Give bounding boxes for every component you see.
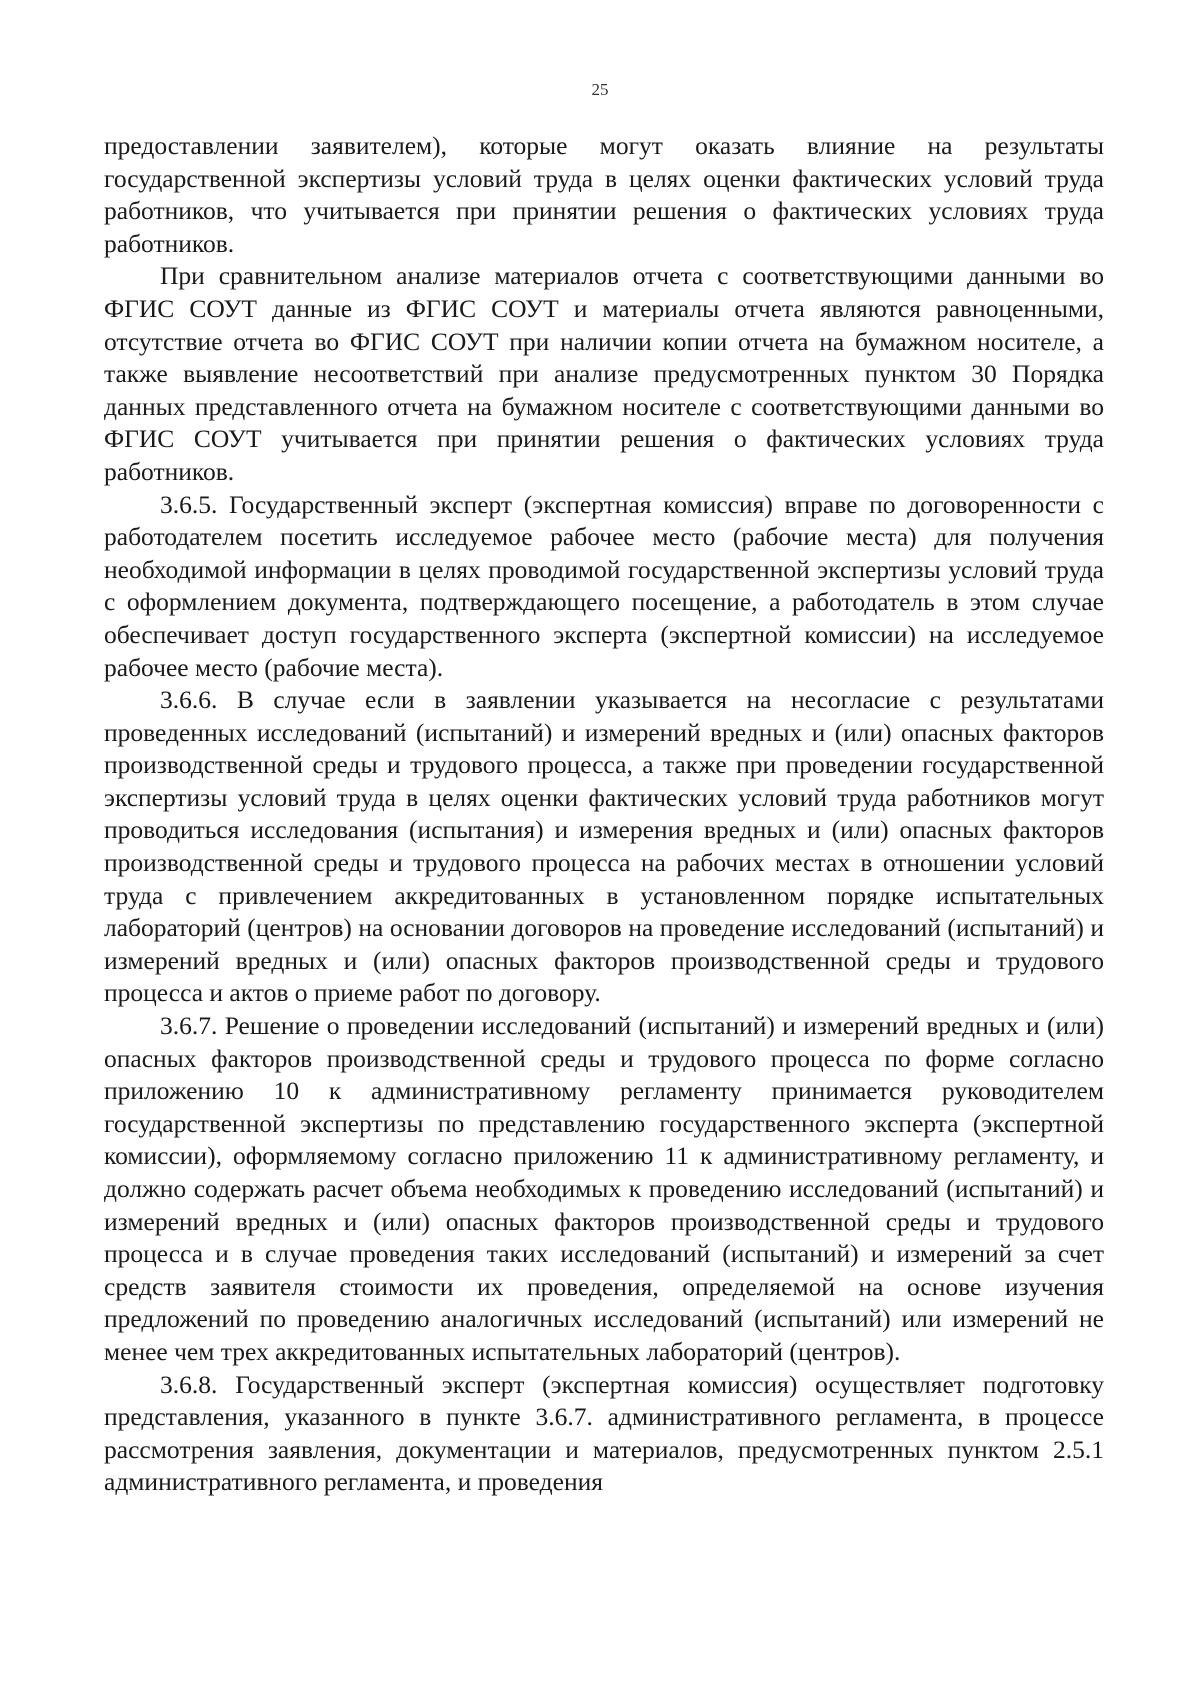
paragraph-comparative-analysis: При сравнительном анализе материалов отчета с соответствующими данными во ФГИС СОУТ данные из ФГИС СОУТ и материалы отчета являются равноценными, отсутствие отчета во ФГИС СОУТ при наличии копии отчета на бумажном носителе, а также выявление несоответствий при анализе предусмотренных пунктом 30 Порядка данных представленного отчета на бумажном носителе с соответствующими данными во ФГИС СОУТ учитывается при принятии решения о фактических условиях труда работников. (104, 261, 1104, 486)
paragraph-continuation: предоставлении заявителем), которые могут оказать влияние на результаты государственной экспертизы условий труда в целях оценки фактических условий труда работников, что учитывается при принятии решения о фактических условиях труда работников. (104, 131, 1104, 258)
paragraph-3-6-6: 3.6.6. В случае если в заявлении указывается на несогласие с результатами проведенных исследований (испытаний) и измерений вредных и (или) опасных факторов производственной среды и трудового процесса, а также при проведении государственной экспертизы условий труда в целях оценки фактических условий труда работников могут проводиться исследования (испытания) и измерения вредных и (или) опасных факторов производственной среды и трудового процесса на рабочих местах в отношении условий труда с привлечением аккредитованных в установленном порядке испытательных лабораторий (центров) на основании договоров на проведение исследований (испытаний) и измерений вредных и (или) опасных факторов производственной среды и трудового процесса и актов о приеме работ по договору. (104, 685, 1104, 1008)
paragraph-3-6-7: 3.6.7. Решение о проведении исследований (испытаний) и измерений вредных и (или) опасных факторов производственной среды и трудового процесса по форме согласно приложению 10 к административному регламенту принимается руководителем государственной экспертизы по представлению государственного эксперта (экспертной комиссии), оформляемому согласно приложению 11 к административному регламенту, и должно содержать расчет объема необходимых к проведению исследований (испытаний) и измерений вредных и (или) опасных факторов производственной среды и трудового процесса и в случае проведения таких исследований (испытаний) и измерений за счет средств заявителя стоимости их проведения, определяемой на основе изучения предложений по проведению аналогичных исследований (испытаний) или измерений не менее чем трех аккредитованных испытательных лабораторий (центров). (104, 1011, 1104, 1366)
paragraph-3-6-8: 3.6.8. Государственный эксперт (экспертная комиссия) осуществляет подготовку представления, указанного в пункте 3.6.7. административного регламента, в процессе рассмотрения заявления, документации и материалов, предусмотренных пунктом 2.5.1 административного регламента, и проведения (104, 1369, 1104, 1497)
page-number: 25 (591, 80, 609, 99)
document-body (104, 130, 1104, 1499)
paragraph-3-6-5: 3.6.5. Государственный эксперт (экспертная комиссия) вправе по договоренности с работодателем посетить исследуемое рабочее место (рабочие места) для получения необходимой информации в целях проводимой государственной экспертизы условий труда с оформлением документа, подтверждающего посещение, а работодатель в этом случае обеспечивает доступ государственного эксперта (экспертной комиссии) на исследуемое рабочее место (рабочие места). (104, 489, 1104, 682)
